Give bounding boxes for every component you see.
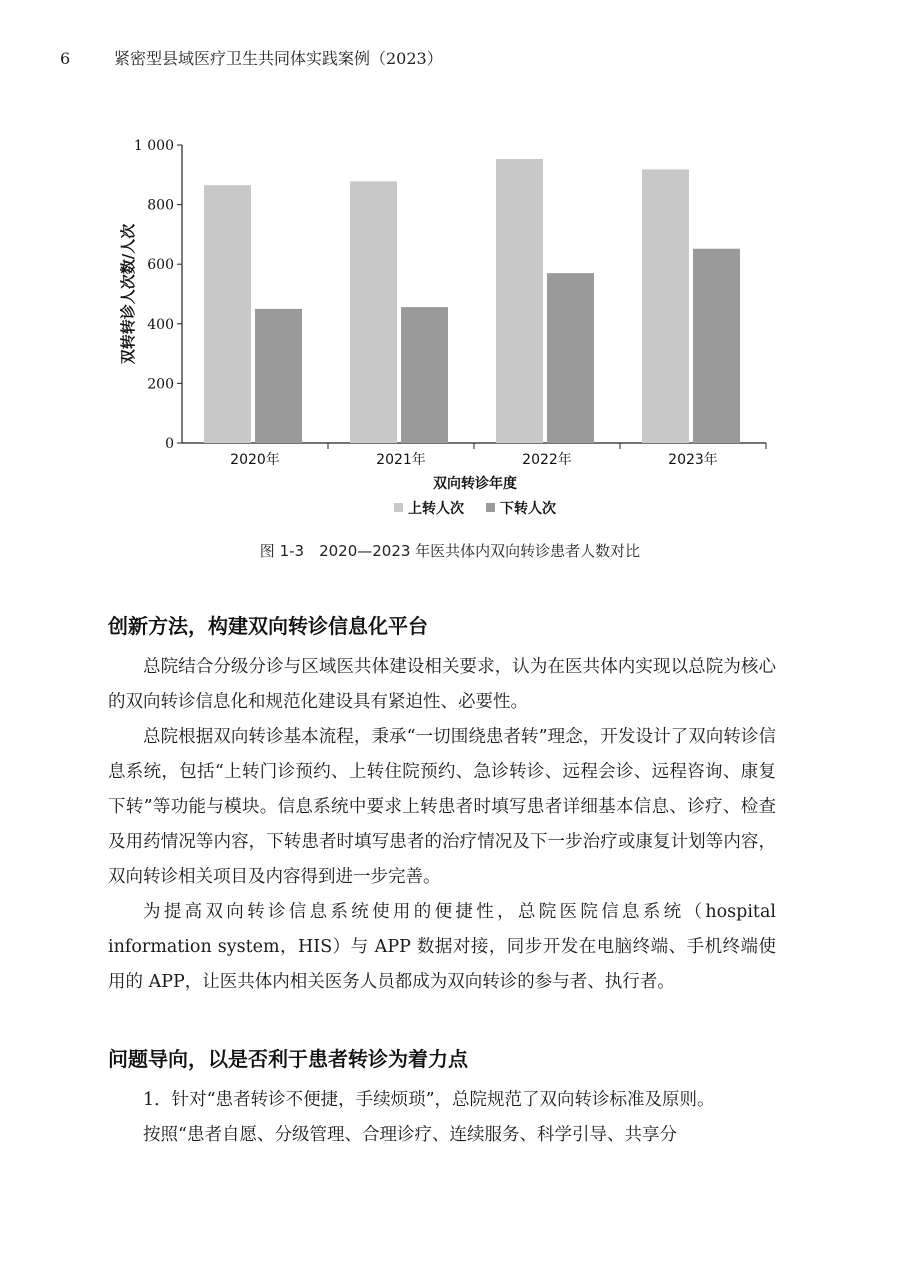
bar-chart-svg: [0, 120, 900, 540]
book-title: 紧密型县域医疗卫生共同体实践案例（2023）: [114, 49, 443, 68]
x-axis-label: 双向转诊年度: [433, 476, 517, 492]
bar-up-2021年: [350, 181, 397, 443]
x-tick-label: 2022年: [522, 452, 572, 468]
x-tick-label: 2023年: [668, 452, 718, 468]
legend-label: 下转人次: [500, 501, 556, 517]
paragraph: 按照“患者自愿、分级管理、合理诊疗、连续服务、科学引导、共享分: [143, 1125, 677, 1145]
x-tick-label: 2021年: [376, 452, 426, 468]
paragraph: 总院结合分级分诊与区域医共体建设相关要求，认为在医共体内实现以总院为核心的双向转诊信息化和规范化建设具有紧迫性、必要性。: [108, 657, 776, 712]
legend-label: 上转人次: [408, 501, 464, 517]
bar-chart: [0, 120, 900, 580]
paragraph: 为提高双向转诊信息系统使用的便捷性，总院医院信息系统（hospital information system，HIS）与 APP 数据对接，同步开发在电脑终端、手机终端使用的 APP，让医共体内相关医务人员都成为双向转诊的参与者、执行者。: [108, 902, 776, 992]
bar-up-2022年: [496, 159, 543, 443]
y-tick-label: 0: [165, 436, 174, 452]
y-tick-label: 200: [147, 376, 174, 393]
bar-up-2020年: [204, 185, 251, 443]
y-tick-label: 600: [147, 257, 174, 274]
y-tick-label: 1 000: [133, 138, 174, 154]
page-number: 6: [60, 49, 71, 68]
section-heading-1: 创新方法，构建双向转诊信息化平台: [108, 614, 428, 638]
bar-down-2021年: [401, 307, 448, 443]
bar-down-2022年: [547, 273, 594, 443]
bar-down-2023年: [693, 249, 740, 443]
paragraph: 总院根据双向转诊基本流程，秉承“一切围绕患者转”理念，开发设计了双向转诊信息系统，包括“上转门诊预约、上转住院预约、急诊转诊、远程会诊、远程咨询、康复下转”等功能与模块。信息系统中要求上转患者时填写患者详细基本信息、诊疗、检查及用药情况等内容，下转患者时填写患者的治疗情况及下一步治疗或康复计划等内容，双向转诊相关项目及内容得到进一步完善。: [108, 727, 776, 887]
section-heading-2: 问题导向，以是否利于患者转诊为着力点: [108, 1047, 468, 1071]
legend-swatch: [486, 503, 495, 512]
section-2-body: [108, 1083, 776, 1153]
bar-down-2020年: [255, 309, 302, 443]
x-tick-label: 2020年: [230, 452, 280, 468]
figure-caption: 图 1-3 2020—2023 年医共体内双向转诊患者人数对比: [259, 542, 641, 560]
y-axis-label: 双转转诊人次数/人次: [119, 223, 137, 365]
y-tick-label: 800: [147, 197, 174, 214]
legend-swatch: [394, 503, 403, 512]
bar-up-2023年: [642, 169, 689, 443]
y-tick-label: 400: [147, 316, 174, 333]
section-1-body: [108, 650, 776, 1000]
paragraph: 1．针对“患者转诊不便捷，手续烦琐”，总院规范了双向转诊标准及原则。: [143, 1090, 715, 1110]
page-header: [60, 46, 443, 69]
